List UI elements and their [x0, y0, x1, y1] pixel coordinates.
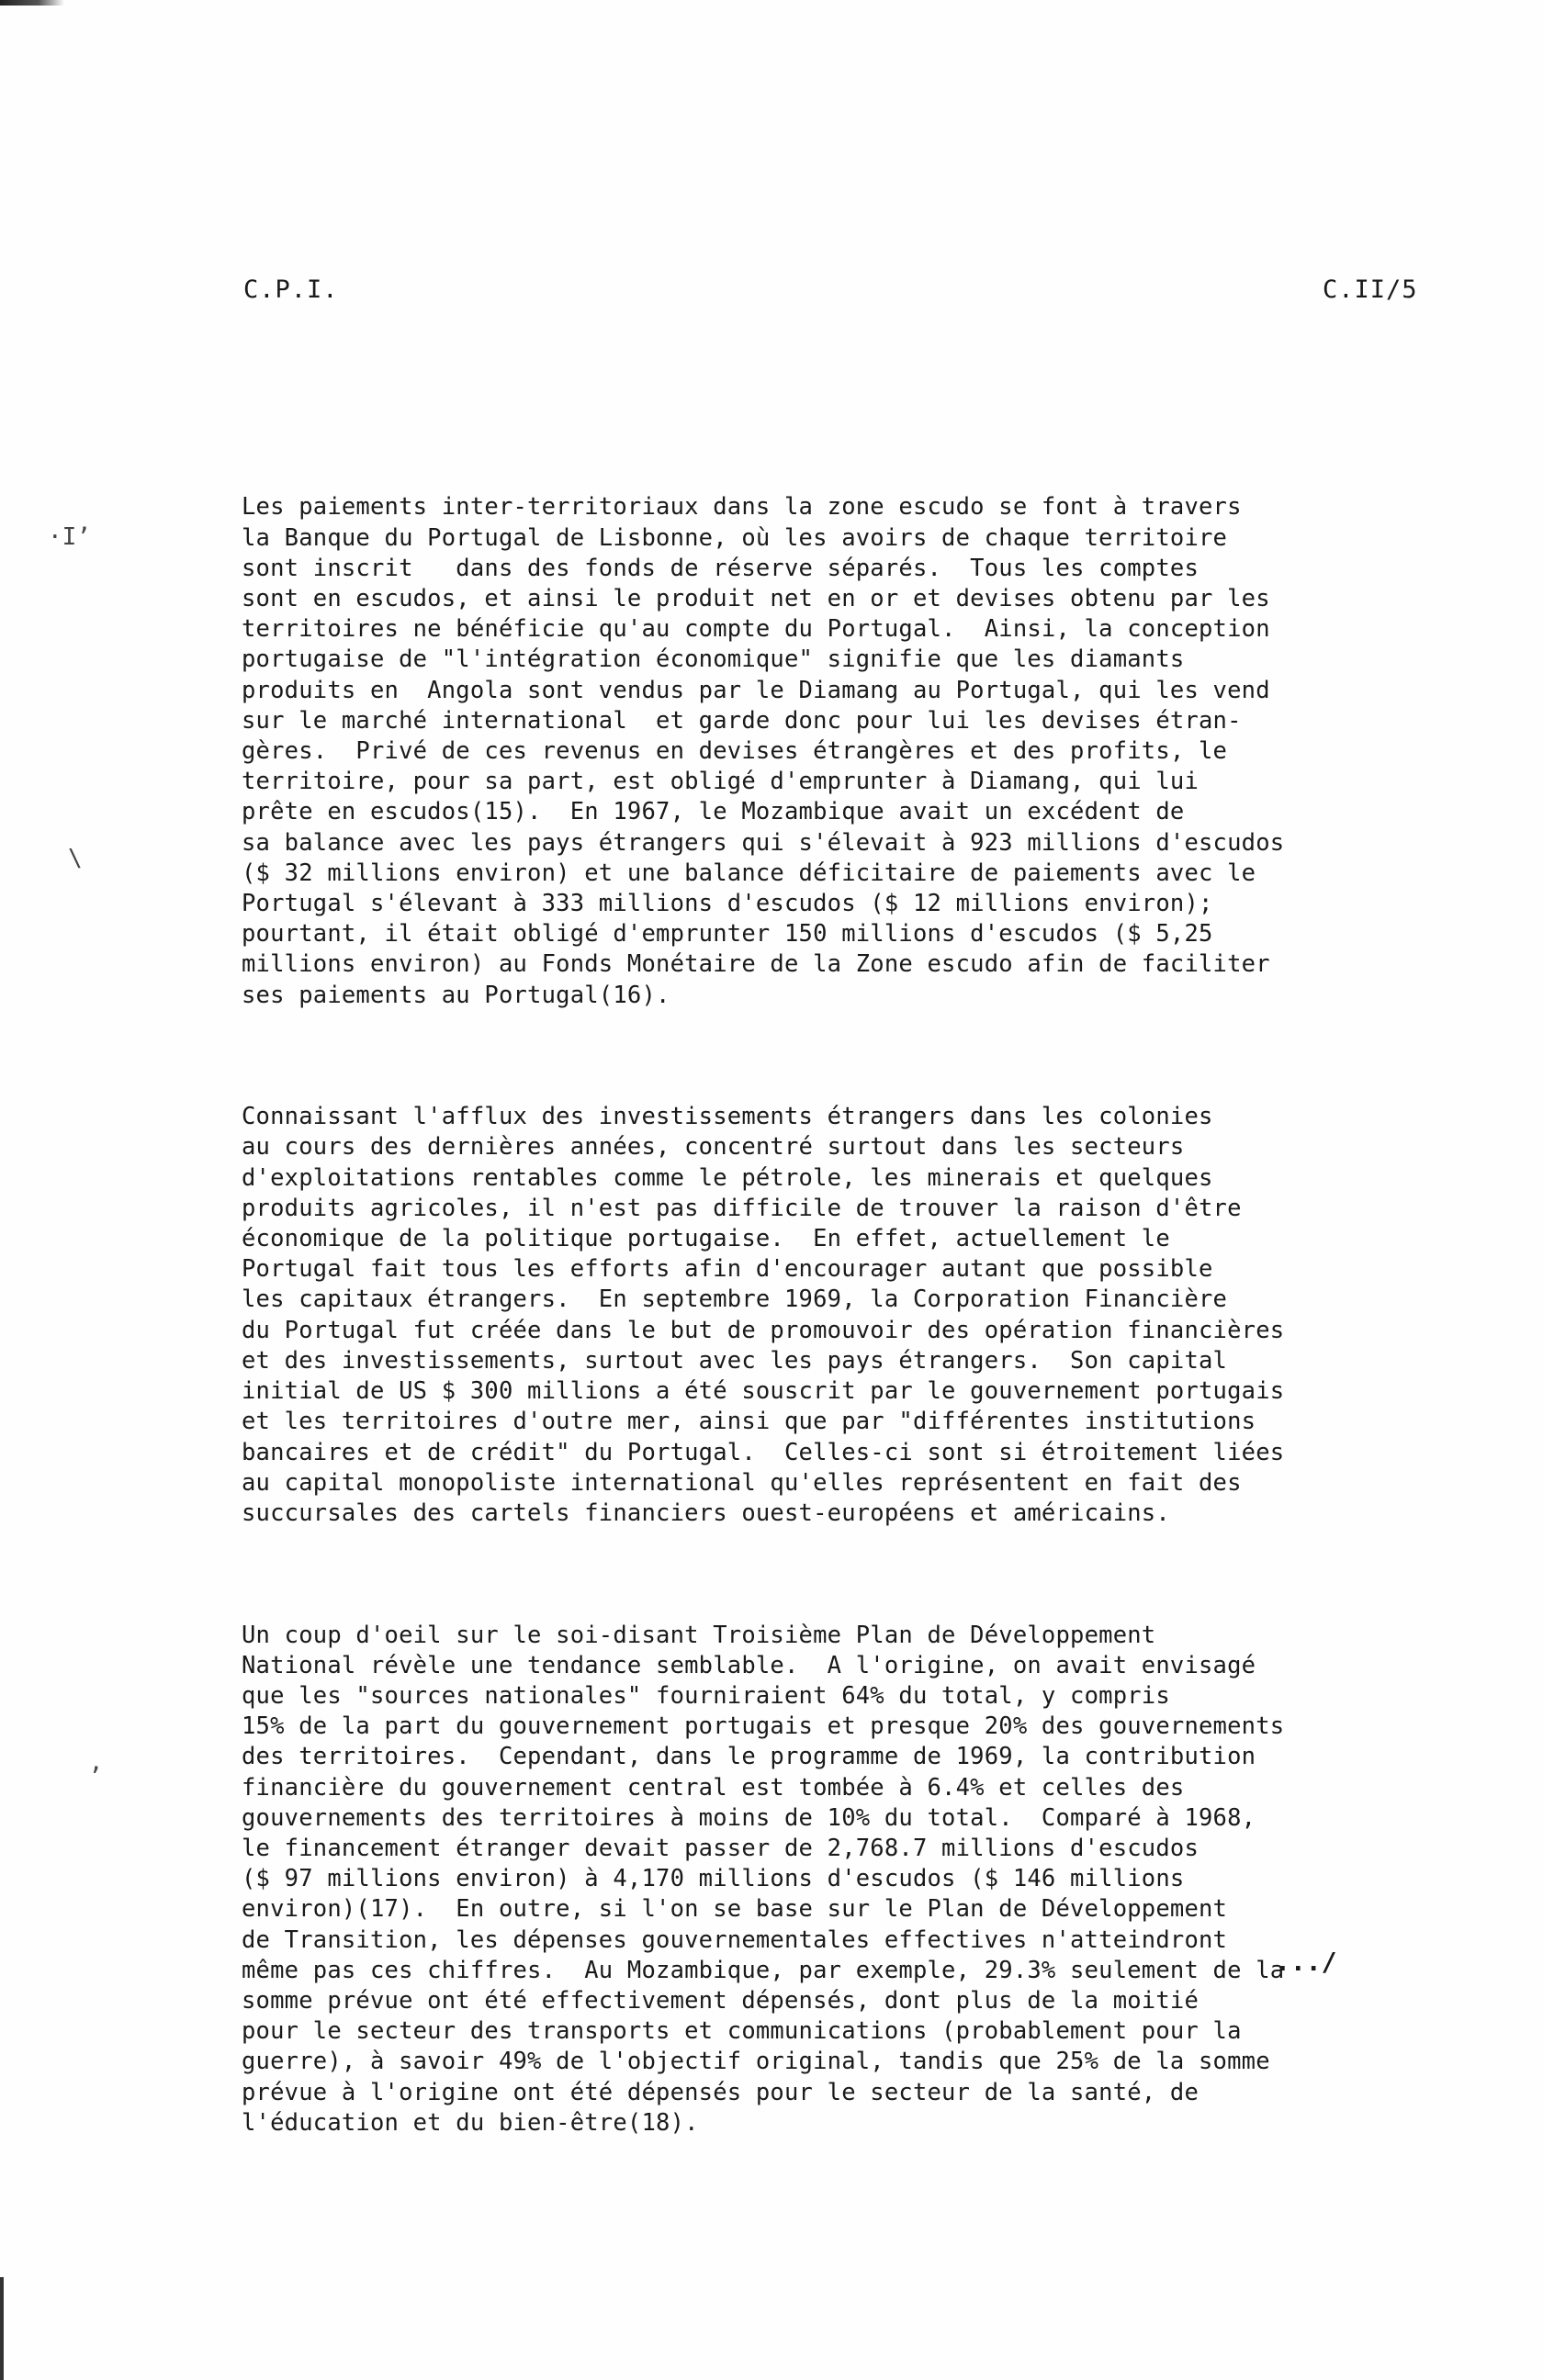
- paragraph: [242, 1102, 1436, 1529]
- text-line: Connaissant l'afflux des investissements étrangers dans les colonies: [242, 1103, 1213, 1131]
- text-line: territoires ne bénéficie qu'au compte du Portugal. Ainsi, la conception: [242, 615, 1270, 644]
- continuation-marker: .../: [1275, 1947, 1337, 1977]
- text-line: sont inscrit dans des fonds de réserve séparés. Tous les comptes: [242, 554, 1199, 582]
- text-line: le financement étranger devait passer de 2,768.7 millions d'escudos: [242, 1834, 1199, 1862]
- text-line: guerre), à savoir 49% de l'objectif original, tandis que 25% de la somme: [242, 2048, 1270, 2076]
- text-line: environ)(17). En outre, si l'on se base sur le Plan de Développement: [242, 1895, 1228, 1924]
- text-line: au capital monopoliste international qu'elles représentent en fait des: [242, 1468, 1242, 1497]
- text-line: économique de la politique portugaise. En effet, actuellement le: [242, 1225, 1170, 1253]
- text-line: la Banque du Portugal de Lisbonne, où les avoirs de chaque territoire: [242, 523, 1228, 552]
- text-line: gères. Privé de ces revenus en devises étrangères et des profits, le: [242, 737, 1228, 766]
- margin-mark: \: [68, 845, 83, 872]
- text-line: National révèle une tendance semblable. A l'origine, on avait envisagé: [242, 1651, 1256, 1679]
- text-line: des territoires. Cependant, dans le programme de 1969, la contribution: [242, 1743, 1256, 1771]
- text-line: somme prévue ont été effectivement dépensés, dont plus de la moitié: [242, 1986, 1199, 2015]
- text-line: d'exploitations rentables comme le pétrole, les minerais et quelques: [242, 1163, 1213, 1192]
- text-line: et les territoires d'outre mer, ainsi que par "différentes institutions: [242, 1408, 1256, 1436]
- text-line: pourtant, il était obligé d'emprunter 150 millions d'escudos ($ 5,25: [242, 920, 1213, 949]
- text-line: Portugal fait tous les efforts afin d'encourager autant que possible: [242, 1255, 1213, 1284]
- text-line: l'éducation et du bien-être(18).: [242, 2108, 699, 2137]
- text-line: produits en Angola sont vendus par le Diamang au Portugal, qui les vend: [242, 676, 1270, 704]
- text-line: gouvernements des territoires à moins de 10% du total. Comparé à 1968,: [242, 1803, 1256, 1832]
- body-text: [242, 432, 1436, 2229]
- text-line: financière du gouvernement central est tombée à 6.4% et celles des: [242, 1773, 1185, 1802]
- margin-mark: ·Iʼ: [48, 523, 91, 551]
- paragraph: [242, 492, 1436, 1010]
- text-line: millions environ) au Fonds Monétaire de la Zone escudo afin de faciliter: [242, 950, 1270, 979]
- text-line: ($ 32 millions environ) et une balance déficitaire de paiements avec le: [242, 859, 1256, 887]
- text-line: portugaise de "l'intégration économique" signifie que les diamants: [242, 646, 1185, 674]
- text-line: bancaires et de crédit" du Portugal. Celles-ci sont si étroitement liées: [242, 1438, 1285, 1466]
- scan-artifact-top: [0, 0, 64, 6]
- header-right-code: C.II/5: [1323, 275, 1418, 304]
- text-line: territoire, pour sa part, est obligé d'emprunter à Diamang, qui lui: [242, 768, 1199, 796]
- text-line: produits agricoles, il n'est pas difficile de trouver la raison d'être: [242, 1194, 1242, 1222]
- text-line: du Portugal fut créée dans le but de promouvoir des opération financières: [242, 1316, 1285, 1344]
- text-line: au cours des dernières années, concentré surtout dans les secteurs: [242, 1133, 1185, 1162]
- text-line: de Transition, les dépenses gouvernementales effectives n'atteindront: [242, 1925, 1228, 1954]
- text-line: Un coup d'oeil sur le soi-disant Troisième Plan de Développement: [242, 1621, 1156, 1649]
- text-line: ses paiements au Portugal(16).: [242, 981, 670, 1009]
- text-line: 15% de la part du gouvernement portugais et presque 20% des gouvernements: [242, 1712, 1285, 1741]
- text-line: sur le marché international et garde donc pour lui les devises étran-: [242, 706, 1242, 735]
- header-left-code: C.P.I.: [243, 275, 339, 304]
- text-line: même pas ces chiffres. Au Mozambique, par exemple, 29.3% seulement de la: [242, 1956, 1285, 1984]
- text-line: succursales des cartels financiers ouest-européens et américains.: [242, 1499, 1170, 1527]
- paragraph: [242, 1621, 1436, 2139]
- text-line: Les paiements inter-territoriaux dans la zone escudo se font à travers: [242, 493, 1242, 522]
- margin-mark: ʼ: [88, 1763, 103, 1791]
- text-line: les capitaux étrangers. En septembre 1969, la Corporation Financière: [242, 1285, 1228, 1314]
- text-line: sont en escudos, et ainsi le produit net en or et devises obtenu par les: [242, 585, 1270, 613]
- text-line: sa balance avec les pays étrangers qui s'élevait à 923 millions d'escudos: [242, 828, 1285, 857]
- text-line: que les "sources nationales" fourniraient 64% du total, y compris: [242, 1681, 1170, 1710]
- text-line: pour le secteur des transports et communications (probablement pour la: [242, 2017, 1242, 2046]
- text-line: et des investissements, surtout avec les pays étrangers. Son capital: [242, 1346, 1228, 1375]
- text-line: Portugal s'élevant à 333 millions d'escudos ($ 12 millions environ);: [242, 890, 1213, 918]
- text-line: prête en escudos(15). En 1967, le Mozambique avait un excédent de: [242, 798, 1185, 826]
- text-line: initial de US $ 300 millions a été souscrit par le gouvernement portugais: [242, 1377, 1285, 1406]
- text-line: prévue à l'origine ont été dépensés pour le secteur de la santé, de: [242, 2078, 1199, 2106]
- scan-artifact-left: [0, 2277, 4, 2380]
- text-line: ($ 97 millions environ) à 4,170 millions d'escudos ($ 146 millions: [242, 1865, 1185, 1893]
